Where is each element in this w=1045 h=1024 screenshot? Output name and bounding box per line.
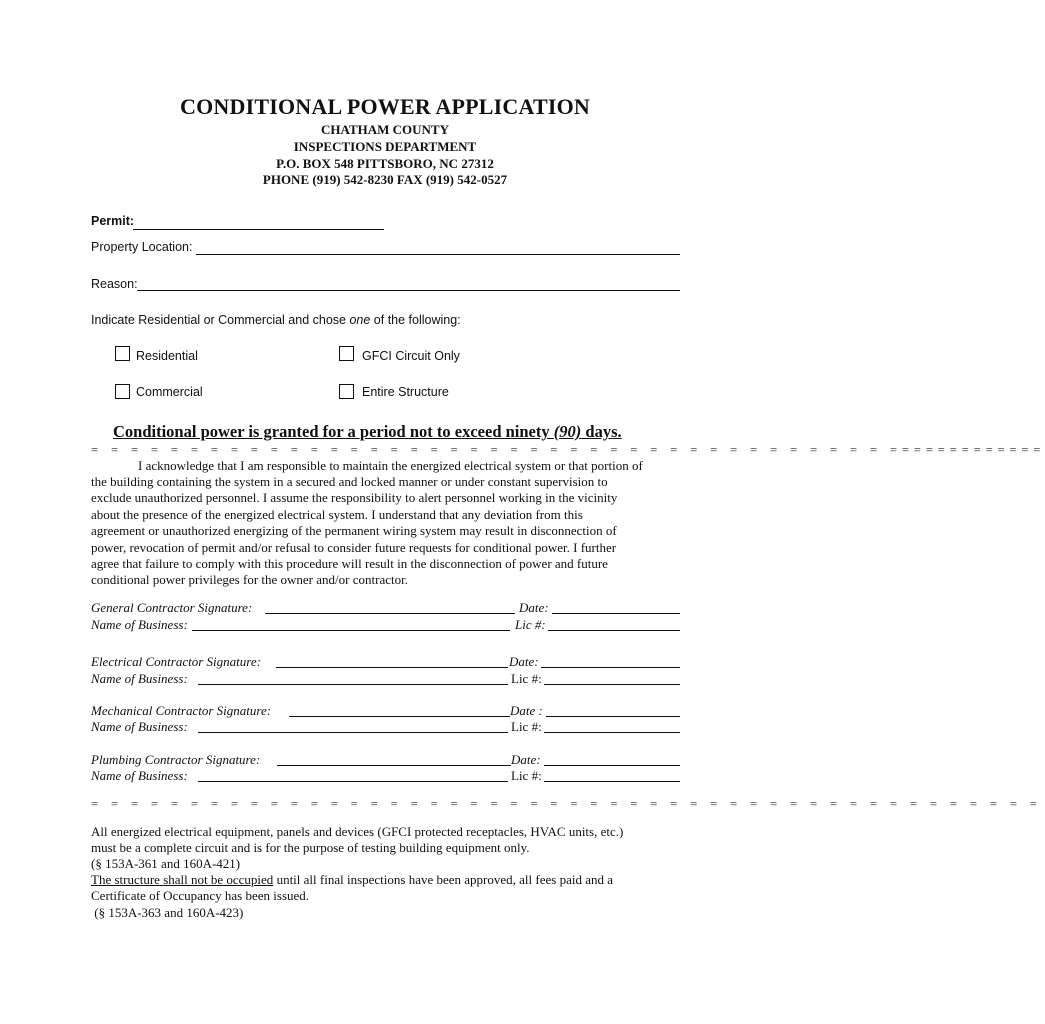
electrical-contractor-date-label: Date: bbox=[509, 654, 539, 669]
banner-emphasis: (90) bbox=[553, 422, 582, 441]
plumbing-license-label: Lic #: bbox=[511, 768, 542, 783]
electrical-contractor-signature-label: Electrical Contractor Signature: bbox=[91, 654, 261, 669]
reason-field[interactable] bbox=[137, 290, 680, 291]
residential-checkbox[interactable] bbox=[115, 346, 130, 361]
separator-top: = = = = = = = = = = = = = = = = = = = = = = = = = = = = = = = = = = = = = = = = ============= bbox=[91, 443, 1045, 457]
county-name: CHATHAM COUNTY bbox=[321, 122, 449, 137]
general-business-name-field[interactable] bbox=[192, 630, 510, 631]
general-license-field[interactable] bbox=[548, 630, 680, 631]
electrical-contractor-signature-field[interactable] bbox=[276, 667, 508, 668]
plumbing-contractor-date-label: Date: bbox=[511, 752, 541, 767]
mechanical-contractor-signature-field[interactable] bbox=[289, 716, 510, 717]
electrical-contractor-date-field[interactable] bbox=[541, 667, 680, 668]
acknowledgment-line: exclude unauthorized personnel. I assume the responsibility to alert personnel working in the vicinity bbox=[91, 490, 618, 505]
commercial-checkbox[interactable] bbox=[115, 384, 130, 399]
footer-note: All energized electrical equipment, panels and devices (GFCI protected receptacles, HVAC units, etc.) bbox=[91, 824, 624, 839]
plumbing-business-name-label: Name of Business: bbox=[91, 768, 188, 783]
statute-reference: (§ 153A-363 and 160A-423) bbox=[91, 905, 244, 920]
gfci-circuit-label: GFCI Circuit Only bbox=[362, 349, 460, 363]
acknowledgment-line: agreement or unauthorized energizing of the permanent wiring system may result in disconnection of bbox=[91, 523, 617, 538]
general-contractor-signature-label: General Contractor Signature: bbox=[91, 600, 253, 615]
occupancy-note: The structure shall not be occupied until all final inspections have been approved, all fees paid and a bbox=[91, 872, 614, 887]
footer-note: must be a complete circuit and is for the purpose of testing building equipment only. bbox=[91, 840, 530, 855]
acknowledgment-line: I acknowledge that I am responsible to maintain the energized electrical system or that portion of bbox=[138, 458, 643, 473]
residential-label: Residential bbox=[136, 349, 198, 363]
electrical-license-field[interactable] bbox=[544, 684, 680, 685]
statute-reference: (§ 153A-361 and 160A-421) bbox=[91, 856, 241, 871]
acknowledgment-line: about the presence of the energized electrical system. I understand that any deviation from this bbox=[91, 507, 583, 522]
phone-fax: PHONE (919) 542-8230 FAX (919) 542-0527 bbox=[262, 172, 508, 187]
general-license-label: Lic #: bbox=[515, 617, 546, 632]
property-location-field[interactable] bbox=[196, 254, 680, 255]
mechanical-business-name-label: Name of Business: bbox=[91, 719, 188, 734]
mechanical-contractor-date-field[interactable] bbox=[546, 716, 680, 717]
permit-label: Permit: bbox=[91, 214, 135, 228]
acknowledgment-line: the building containing the system in a secured and locked manner or under constant supervision to bbox=[91, 474, 608, 489]
mechanical-license-field[interactable] bbox=[544, 732, 680, 733]
plumbing-contractor-date-field[interactable] bbox=[544, 765, 680, 766]
general-contractor-date-label: Date: bbox=[519, 600, 549, 615]
conditional-period-notice: Conditional power is granted for a period not to exceed ninety (90) days. bbox=[113, 422, 622, 441]
plumbing-contractor-signature-field[interactable] bbox=[277, 765, 511, 766]
entire-structure-label: Entire Structure bbox=[362, 385, 449, 399]
mailing-address: P.O. BOX 548 PITTSBORO, NC 27312 bbox=[276, 156, 494, 171]
electrical-business-name-label: Name of Business: bbox=[91, 671, 188, 686]
plumbing-contractor-signature-label: Plumbing Contractor Signature: bbox=[91, 752, 261, 767]
reason-label: Reason: bbox=[91, 277, 138, 291]
mechanical-license-label: Lic #: bbox=[511, 719, 542, 734]
acknowledgment-line: agree that failure to comply with this procedure will result in the disconnection of power and future bbox=[91, 556, 608, 571]
permit-field[interactable] bbox=[133, 229, 384, 230]
entire-structure-checkbox[interactable] bbox=[339, 384, 354, 399]
general-contractor-signature-field[interactable] bbox=[265, 613, 515, 614]
footer-note: Certificate of Occupancy has been issued. bbox=[91, 888, 310, 903]
general-contractor-date-field[interactable] bbox=[552, 613, 680, 614]
mechanical-contractor-date-label: Date : bbox=[510, 703, 543, 718]
electrical-license-label: Lic #: bbox=[511, 671, 542, 686]
acknowledgment-line: power, revocation of permit and/or refusal to consider future requests for conditional power. I further bbox=[91, 540, 617, 555]
general-business-name-label: Name of Business: bbox=[91, 617, 188, 632]
acknowledgment-line: conditional power privileges for the owner and/or contractor. bbox=[91, 572, 408, 587]
mechanical-business-name-field[interactable] bbox=[198, 732, 508, 733]
instructions-emphasis: one bbox=[349, 313, 371, 327]
separator-bottom: = = = = = = = = = = = = = = = = = = = = = = = = = = = = = = = = = = = = = = = = = = = = = = = = bbox=[91, 797, 1042, 811]
gfci-circuit-checkbox[interactable] bbox=[339, 346, 354, 361]
plumbing-business-name-field[interactable] bbox=[198, 781, 508, 782]
selection-instructions: Indicate Residential or Commercial and chose one of the following: bbox=[91, 313, 461, 327]
commercial-label: Commercial bbox=[136, 385, 203, 399]
mechanical-contractor-signature-label: Mechanical Contractor Signature: bbox=[91, 703, 272, 718]
form-title: CONDITIONAL POWER APPLICATION bbox=[180, 94, 590, 119]
department-name: INSPECTIONS DEPARTMENT bbox=[293, 139, 477, 154]
plumbing-license-field[interactable] bbox=[544, 781, 680, 782]
electrical-business-name-field[interactable] bbox=[198, 684, 508, 685]
property-location-label: Property Location: bbox=[91, 240, 193, 254]
